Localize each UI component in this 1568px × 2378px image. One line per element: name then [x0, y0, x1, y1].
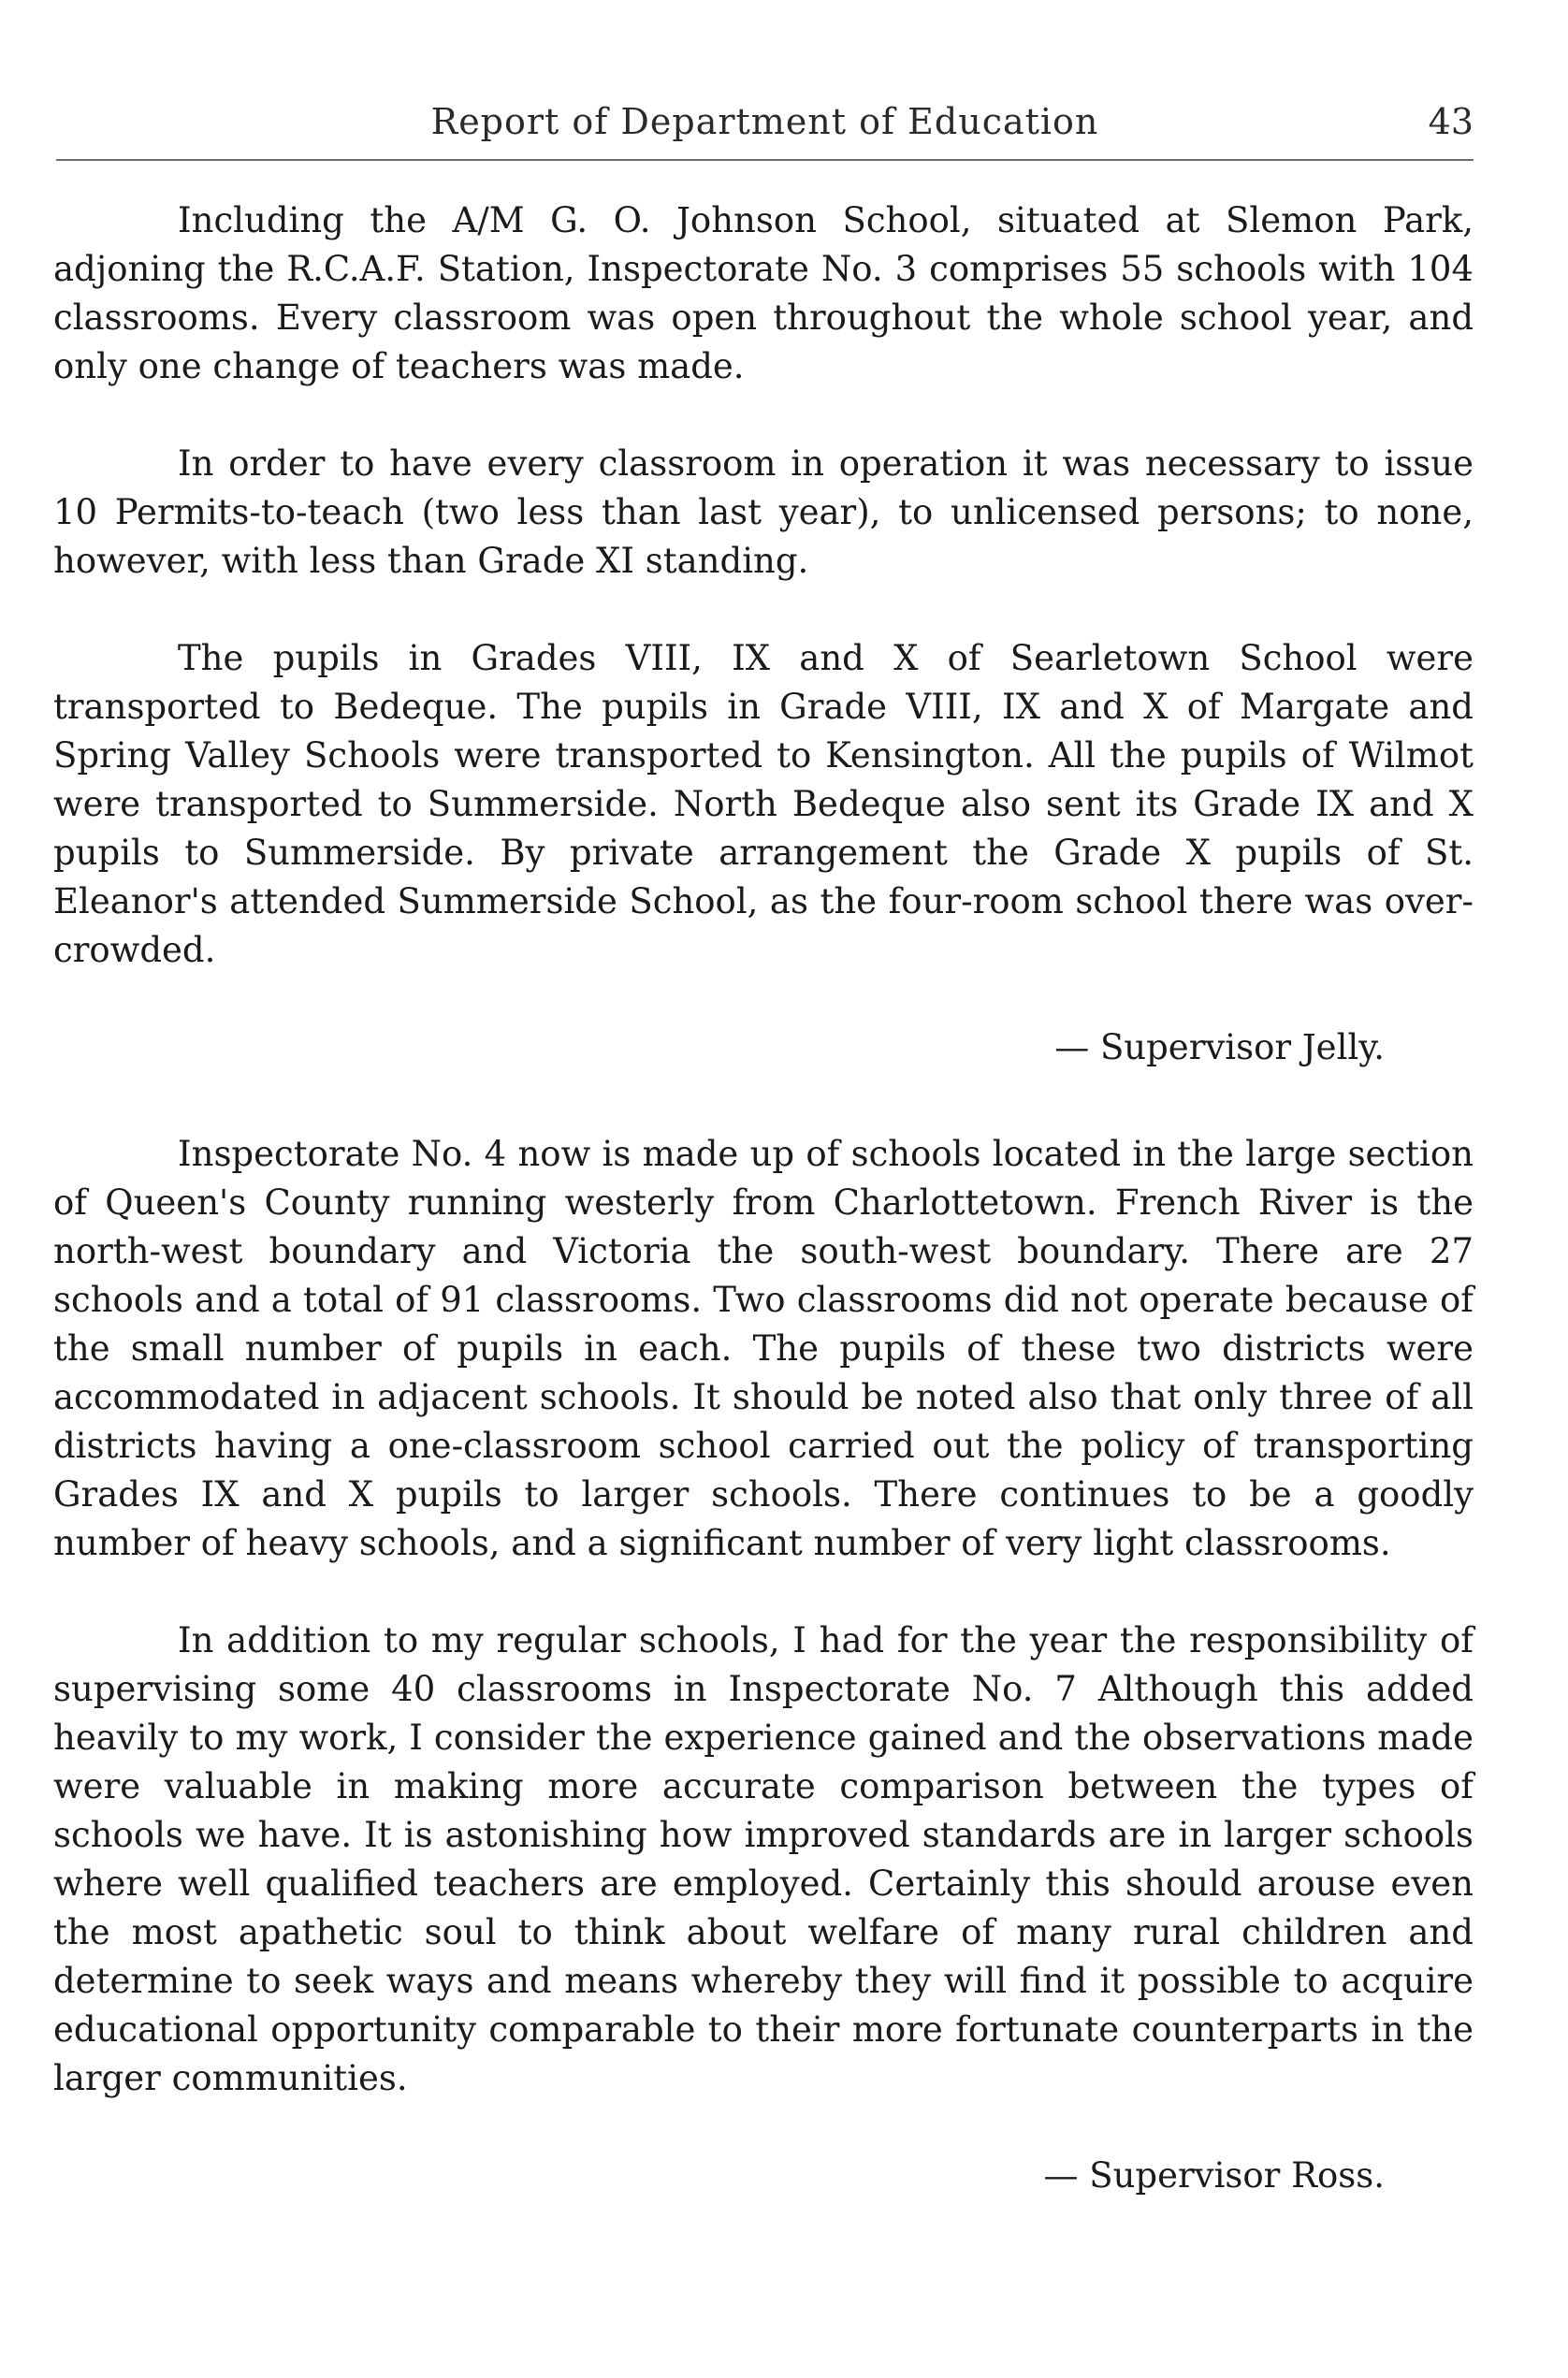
section-supervisor-ross	[53, 1130, 1474, 2200]
paragraph: Including the A/M G. O. Johnson School, situated at Slemon Park, adjoning the R.C.A.F. Station, Inspectorate No. 3 comprises 55 schools with 104 classrooms. Every classroom was open throughout the whole school year, and only one change of teachers was made.	[53, 200, 1474, 386]
paragraph: Inspectorate No. 4 now is made up of schools located in the large section of Queen's County running westerly from Charlottetown. French River is the north-west boundary and Victoria the south-west boundary. There are 27 schools and a total of 91 classrooms. Two classrooms did not operate because of the small number of pupils in each. The pupils of these two districts were accommodated in adjacent schools. It should be noted also that only three of all districts having a one-classroom school carried out the policy of transporting Grades IX and X pupils to larger schools. There continues to be a goodly number of heavy schools, and a significant number of very light classrooms.	[53, 1134, 1474, 1563]
running-header	[56, 101, 1474, 157]
paragraph: In order to have every classroom in operation it was necessary to issue 10 Permits-to-teach (two less than last year), to unlicensed persons; to none, however, with less than Grade XI standing.	[53, 443, 1474, 581]
paragraph: In addition to my regular schools, I had for the year the responsibility of supervising some 40 classrooms in Inspectorate No. 7 Although this added heavily to my work, I consider the experience gained and the observations made were valuable in making more accurate comparison between the types of schools we have. It is astonishing how improved standards are in larger schools where well qualified teachers are employed. Certainly this should arouse even the most apathetic soul to think about welfare of many rural children and determine to seek ways and means whereby they will find it possible to acquire educational opportunity comparable to their more fortunate counterparts in the larger communities.	[53, 1620, 1474, 2098]
header-rule	[56, 159, 1474, 161]
running-title: Report of Department of Education	[430, 101, 1099, 142]
signature: — Supervisor Jelly.	[1054, 1027, 1385, 1067]
signature: — Supervisor Ross.	[1043, 2155, 1385, 2196]
page-number: 43	[1428, 101, 1474, 142]
section-spacer	[53, 1072, 1474, 1130]
body-text	[53, 196, 1474, 2200]
paragraph: The pupils in Grades VIII, IX and X of Searletown School were transported to Bedeque. The pupils in Grade VIII, IX and X of Margate and Spring Valley Schools were transported to Kensington. All the pupils of Wilmot were transported to Summerside. North Bedeque also sent its Grade IX and X pupils to Summerside. By private arrangement the Grade X pupils of St. Eleanor's attended Summerside School, as the four-room school there was over-crowded.	[53, 638, 1474, 970]
section-supervisor-jelly	[53, 196, 1474, 1072]
